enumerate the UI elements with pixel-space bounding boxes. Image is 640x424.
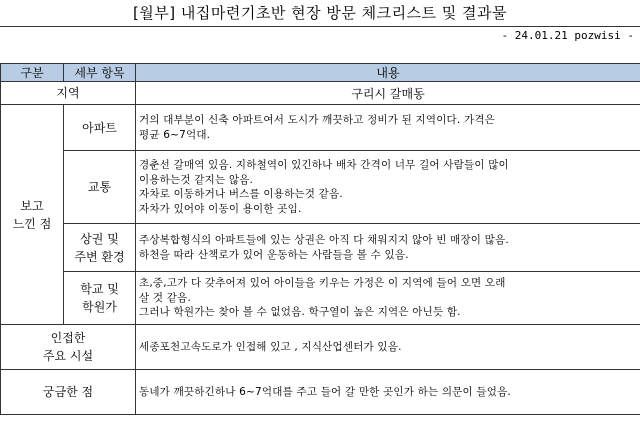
item-apartment: 아파트: [64, 105, 136, 151]
content-apartment: 거의 대부분이 신축 아파트여서 도시가 깨끗하고 정비가 된 지역이다. 가격은 평균 6~7억대.: [136, 105, 640, 151]
region-row: [1, 82, 640, 105]
item-school: 학교 및 학원가: [64, 272, 136, 325]
region-value: 구리시 갈매동: [136, 82, 640, 105]
checklist-table: [0, 63, 640, 415]
item-transport: 교통: [64, 151, 136, 224]
header-category: 구분: [1, 64, 64, 82]
table-row: [1, 272, 640, 325]
adjacent-content: 세종포천고속도로가 인접해 있고 , 지식산업센터가 있음.: [136, 325, 640, 370]
curious-row: [1, 370, 640, 415]
adjacent-label: 인접한 주요 시설: [1, 325, 136, 370]
table-row: [1, 151, 640, 224]
content-school: 초,중,고가 다 갖추어져 있어 아이들을 키우는 가정은 이 지역에 들어 오면 오래 살 것 같음. 그러나 학원가는 찾아 볼 수 없었음. 학구열이 높은 지역은 아닌듯 함.: [136, 272, 640, 325]
curious-label: 궁금한 점: [1, 370, 136, 415]
header-item: 세부 항목: [64, 64, 136, 82]
table-row: [1, 224, 640, 272]
header-row: [1, 64, 640, 82]
content-transport: 경춘선 갈매역 있음. 지하철역이 있긴하나 배차 간격이 너무 길어 사람들이 많이 이용하는것 같지는 않음. 자차로 이동하거나 버스를 이용하는것 같음. 자차가 있어야 이동이 용이한 곳임.: [136, 151, 640, 224]
content-commerce: 주상복합형식의 아파트들에 있는 상권은 아직 다 채워지지 않아 빈 매장이 많음. 하천을 따라 산책로가 있어 운동하는 사람들을 볼 수 있음.: [136, 224, 640, 272]
curious-content: 동네가 깨끗하긴하나 6~7억대를 주고 들어 갈 만한 곳인가 하는 의문이 들었음.: [136, 370, 640, 415]
region-label: 지역: [1, 82, 136, 105]
adjacent-row: [1, 325, 640, 370]
table-row: [1, 105, 640, 151]
group-label: 보고 느낀 점: [1, 105, 64, 325]
item-commerce: 상권 및 주변 환경: [64, 224, 136, 272]
date-author-line: - 24.01.21 pozwisi -: [501, 29, 634, 42]
header-content: 내용: [136, 64, 640, 82]
page-title: [월부] 내집마련기초반 현장 방문 체크리스트 및 결과물: [132, 4, 508, 22]
